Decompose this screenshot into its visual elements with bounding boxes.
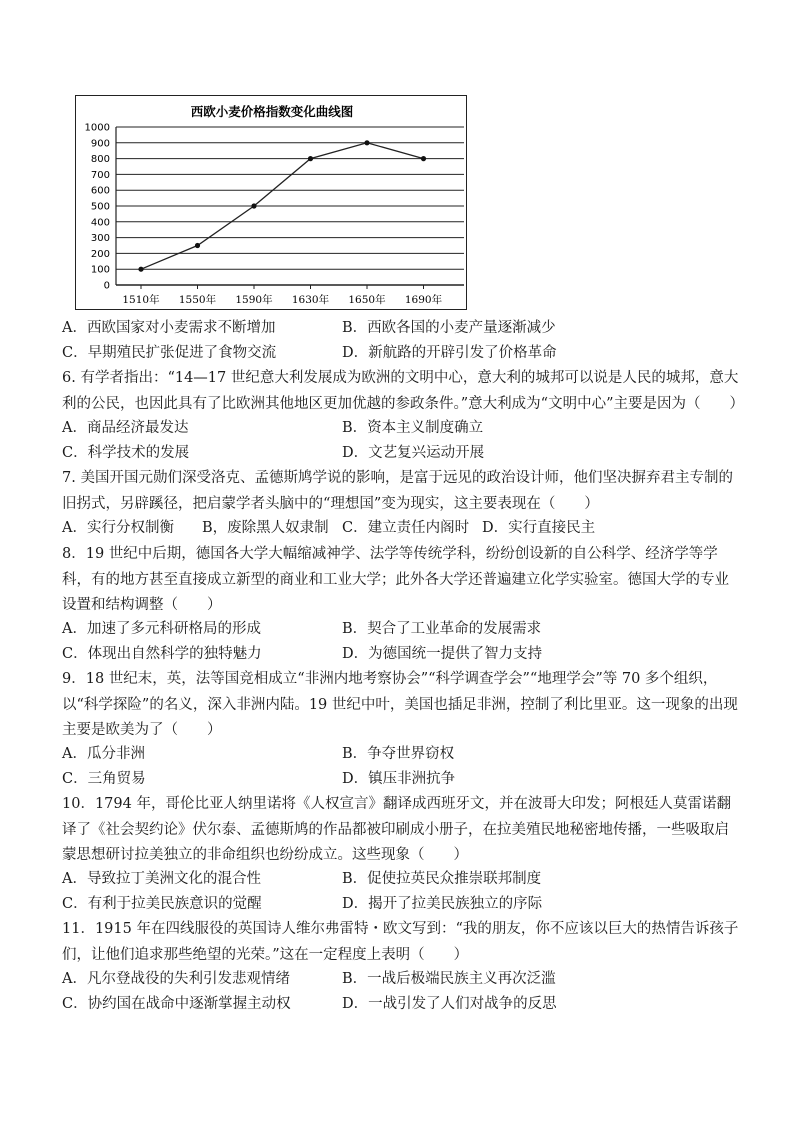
data-point-0 bbox=[138, 267, 143, 272]
q11-option-a[interactable]: A．凡尔登战役的失利引发悲观情绪 bbox=[62, 971, 290, 987]
chart-svg bbox=[76, 96, 468, 311]
q9-option-a[interactable]: A．瓜分非洲 bbox=[62, 746, 145, 762]
chart-title: 西欧小麦价格指数变化曲线图 bbox=[190, 104, 354, 119]
q6-options-row2 bbox=[62, 441, 742, 466]
q10-stem: 10．1794 年，哥伦比亚人纳里诺将《人权宣言》翻译成西班牙文，并在波哥大印发；阿根廷人莫雷诺翻译了《社会契约论》伏尔泰、孟德斯鸠的作品都被印刷成小册子，在拉美殖民地秘密地传播，一些吸取启蒙思想研讨拉美独立的非命组织也纷纷成立。这些现象（ ） bbox=[62, 796, 731, 863]
q7-option-a[interactable]: A．实行分权制衡 bbox=[62, 520, 174, 536]
q10-option-c[interactable]: C．有利于拉美民族意识的觉醒 bbox=[62, 896, 262, 912]
x-tick-label-0: 1510年 bbox=[122, 294, 160, 306]
q9-options-row1 bbox=[62, 742, 742, 767]
q7-option-b[interactable]: B，废除黑人奴隶制 bbox=[202, 520, 329, 536]
q10-option-a[interactable]: A．导致拉丁美洲文化的混合性 bbox=[62, 871, 261, 887]
q8-option-d[interactable]: D．为德国统一提供了智力支持 bbox=[342, 646, 543, 662]
q6-options-row1 bbox=[62, 416, 742, 441]
q8-options-row2 bbox=[62, 642, 742, 667]
q5-options-row1 bbox=[62, 316, 742, 341]
q11-stem: 11．1915 年在四线服役的英国诗人维尔弗雷特・欧文写到：“我的朋友，你不应该以巨大的热情告诉孩子们，让他们追求那些绝望的光荣。”这在一定程度上表明（ ） bbox=[62, 921, 739, 963]
y-tick-label-500: 500 bbox=[90, 201, 110, 213]
q6-option-a[interactable]: A．商品经济最发达 bbox=[62, 420, 189, 436]
q5-option-a[interactable]: A．西欧国家对小麦需求不断增加 bbox=[62, 320, 276, 336]
x-tick-labels bbox=[122, 285, 442, 306]
y-tick-label-200: 200 bbox=[90, 248, 110, 260]
q10-options-row1 bbox=[62, 867, 742, 892]
q6-stem: 6. 有学者指出：“14—17 世纪意大利发展成为欧洲的文明中心，意大利的城邦可以说是人民的城邦，意大利的公民，也因此具有了比欧洲其他地区更加优越的参政条件。”意大利成为“文明中心”主要是因为（ ） bbox=[62, 370, 744, 412]
q11-option-b[interactable]: B．一战后极端民族主义再次泛滥 bbox=[342, 971, 556, 987]
x-tick-label-3: 1630年 bbox=[291, 294, 330, 306]
y-tick-label-400: 400 bbox=[90, 217, 110, 229]
y-tick-labels bbox=[85, 123, 110, 292]
q7-option-c[interactable]: C．建立责任内阁时 bbox=[342, 520, 470, 536]
q9-option-c[interactable]: C．三角贸易 bbox=[62, 771, 146, 787]
y-tick-label-100: 100 bbox=[90, 264, 110, 276]
q9-option-b[interactable]: B．争夺世界窃权 bbox=[342, 746, 455, 762]
q8-option-a[interactable]: A．加速了多元科研格局的形成 bbox=[62, 621, 261, 637]
q5-options-row2 bbox=[62, 341, 742, 366]
data-point-4 bbox=[364, 140, 369, 145]
q6-option-d[interactable]: D．文艺复兴运动开展 bbox=[342, 445, 485, 461]
q7-stem: 7. 美国开国元勋们深受洛克、孟德斯鸠学说的影响，是富于远见的政治设计师，他们坚决摒弃君主专制的旧拐式，另辟蹊径，把启蒙学者头脑中的“理想国”变为现实，这主要表现在（ ） bbox=[62, 470, 733, 512]
q9-options-row2 bbox=[62, 767, 742, 792]
y-tick-label-0: 0 bbox=[103, 280, 110, 292]
y-tick-label-800: 800 bbox=[90, 154, 110, 166]
x-tick-label-2: 1590年 bbox=[235, 294, 273, 306]
x-tick-label-1: 1550年 bbox=[178, 294, 217, 306]
y-tick-label-300: 300 bbox=[90, 233, 110, 245]
wheat-price-chart bbox=[75, 95, 467, 310]
q5-option-b[interactable]: B．西欧各国的小麦产量逐渐减少 bbox=[342, 320, 556, 336]
q10-option-d[interactable]: D．揭开了拉美民族独立的序际 bbox=[342, 896, 543, 912]
y-tick-label-900: 900 bbox=[90, 138, 110, 150]
data-point-3 bbox=[308, 156, 313, 161]
q11-options-row1 bbox=[62, 967, 742, 992]
data-point-1 bbox=[195, 243, 200, 248]
q5-option-c[interactable]: C．早期殖民扩张促进了食物交流 bbox=[62, 345, 277, 361]
q9-option-d[interactable]: D．镇压非洲抗争 bbox=[342, 771, 456, 787]
y-tick-label-700: 700 bbox=[90, 169, 110, 181]
y-tick-label-600: 600 bbox=[90, 185, 110, 197]
q6-option-c[interactable]: C．科学技术的发展 bbox=[62, 445, 190, 461]
data-point-5 bbox=[421, 156, 426, 161]
q11-option-c[interactable]: C．协约国在战命中逐渐掌握主动权 bbox=[62, 996, 291, 1012]
q11-option-d[interactable]: D．一战引发了人们对战争的反思 bbox=[342, 996, 557, 1012]
x-tick-label-4: 1650年 bbox=[348, 294, 386, 306]
q11-options-row2 bbox=[62, 992, 742, 1017]
y-tick-label-1000: 1000 bbox=[84, 122, 110, 134]
data-point-2 bbox=[251, 203, 256, 208]
q9-stem: 9．18 世纪末，英，法等国竞相成立“非洲内地考察协会”“科学调查学会”“地理学会”等 70 多个组织，以“科学探险”的名义，深入非洲内陆。19 世纪中叶，美国也插足非洲，控制了利比里亚。这一现象的出现主要是欧美为了（ ） bbox=[62, 671, 738, 738]
q10-option-b[interactable]: B．促使拉英民众推崇联邦制度 bbox=[342, 871, 542, 887]
q10-options-row2 bbox=[62, 892, 742, 917]
q8-option-c[interactable]: C．体现出自然科学的独特魅力 bbox=[62, 646, 262, 662]
q6-option-b[interactable]: B．资本主义制度确立 bbox=[342, 420, 484, 436]
grid-lines bbox=[116, 127, 464, 285]
q5-option-d[interactable]: D．新航路的开辟引发了价格革命 bbox=[342, 345, 557, 361]
q7-options-row bbox=[62, 516, 742, 541]
q8-option-b[interactable]: B．契合了工业革命的发展需求 bbox=[342, 621, 542, 637]
q7-option-d[interactable]: D．实行直接民主 bbox=[482, 520, 596, 536]
q8-stem: 8．19 世纪中后期，德国各大学大幅缩减神学、法学等传统学科，纷纷创设新的自公科学、经济学等学科，有的地方甚至直接成立新型的商业和工业大学；此外各大学还普遍建立化学实验室。德国大学的专业设置和结构调整（ ） bbox=[62, 546, 729, 613]
x-tick-label-5: 1690年 bbox=[404, 294, 443, 306]
q8-options-row1 bbox=[62, 617, 742, 642]
